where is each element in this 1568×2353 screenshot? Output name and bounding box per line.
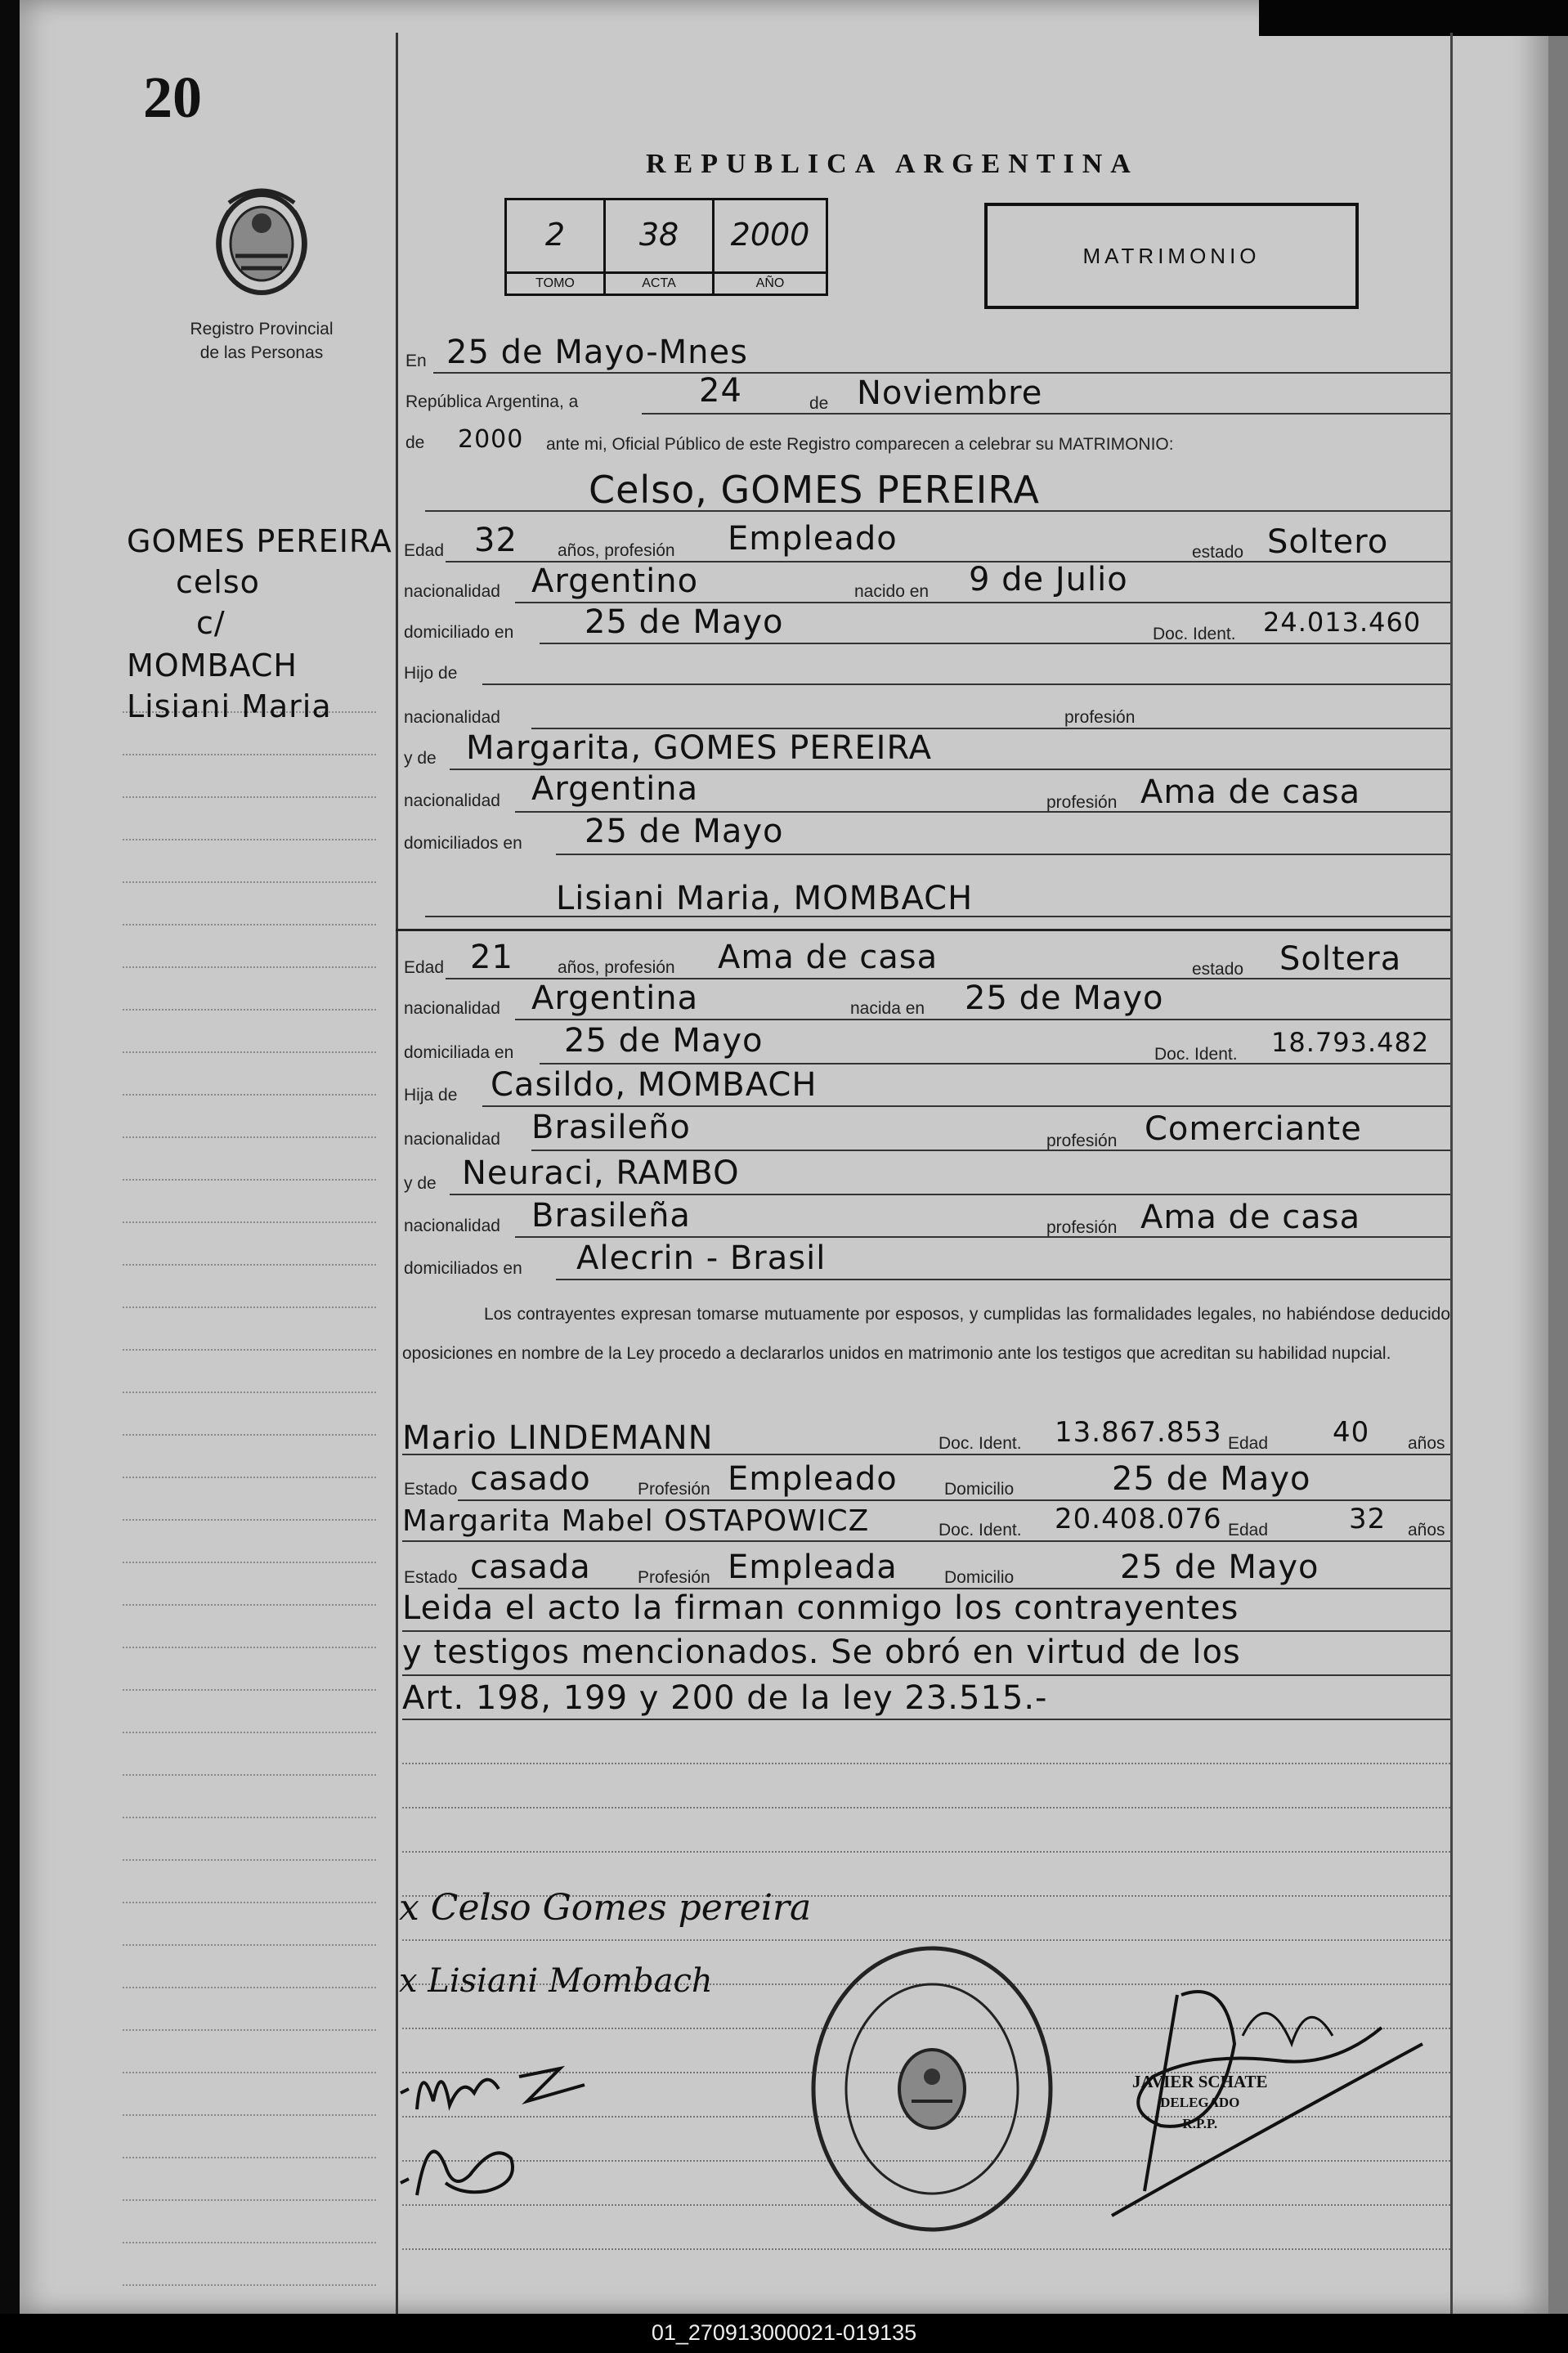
margin-dotted-line	[123, 2199, 376, 2201]
bride-mother: Neuraci, RAMBO	[462, 1154, 740, 1192]
label-estado: Estado	[404, 1568, 458, 1587]
margin-dotted-line	[123, 1221, 376, 1223]
margin-dotted-line	[123, 839, 376, 840]
label-profesion: Profesión	[638, 1568, 710, 1587]
label-domicilio: Domicilio	[944, 1480, 1015, 1499]
label-nacido: nacido en	[854, 582, 930, 601]
label-edad: Edad	[404, 958, 445, 977]
ruled-line	[402, 1807, 1450, 1808]
closing-line-2: y testigos mencionados. Se obró en virtud de los	[402, 1634, 1241, 1671]
margin-note-bride-name: Lisiani Maria	[127, 688, 332, 724]
label-de: de	[405, 433, 425, 452]
margin-dotted-line	[123, 1774, 376, 1776]
label-nacida: nacida en	[850, 999, 925, 1018]
line	[425, 510, 1450, 512]
record-type-box: MATRIMONIO	[984, 203, 1359, 309]
line	[402, 1454, 1450, 1455]
margin-dotted-line	[123, 1689, 376, 1691]
margin-dotted-line	[123, 1604, 376, 1606]
label-anos: años	[1408, 1521, 1445, 1540]
bride-mother-profession: Ama de casa	[1140, 1199, 1361, 1236]
value-day: 24	[699, 372, 742, 410]
bride-father-nationality: Brasileño	[531, 1109, 691, 1146]
acta-cell: 38 ACTA	[606, 200, 715, 294]
closing-line-1: Leida el acto la firman conmigo los contrayentes	[402, 1589, 1239, 1627]
witness2-signature	[396, 2118, 560, 2207]
margin-dotted-line	[123, 924, 376, 926]
label-doc: Doc. Ident.	[1154, 1045, 1238, 1064]
label-hija: Hija de	[404, 1086, 458, 1105]
witness1-doc: 13.867.853	[1055, 1416, 1222, 1449]
label-edad: Edad	[1228, 1434, 1269, 1453]
groom-age: 32	[474, 522, 517, 559]
label-nacionalidad: nacionalidad	[404, 708, 500, 727]
groom-birthplace: 9 de Julio	[969, 561, 1128, 598]
witness2-profession: Empleada	[728, 1548, 898, 1586]
ano-cell: 2000 AÑO	[715, 200, 826, 294]
bride-parents-domicile: Alecrin - Brasil	[576, 1239, 827, 1277]
line	[482, 683, 1450, 685]
margin-divider	[396, 33, 398, 2314]
margin-dotted-line	[123, 2029, 376, 2031]
closing-line-3: Art. 198, 199 y 200 de la ley 23.515.-	[402, 1679, 1048, 1717]
line	[515, 1236, 1450, 1238]
label-profesion: Profesión	[638, 1480, 710, 1499]
margin-dotted-line	[123, 1434, 376, 1436]
label-domiciliados: domiciliados en	[404, 1259, 522, 1278]
label-profesion: profesión	[1046, 793, 1118, 812]
bride-signature: x Lisiani Mombach	[399, 1962, 713, 2000]
groom-name: Celso, GOMES PEREIRA	[589, 468, 1040, 512]
label-edad: Edad	[404, 541, 445, 560]
line	[402, 1719, 1450, 1720]
witness1-age: 40	[1333, 1416, 1370, 1449]
page-corner-shadow	[1259, 0, 1568, 36]
label-nacionalidad: nacionalidad	[404, 999, 500, 1018]
bride-age: 21	[470, 939, 513, 976]
label-profesion: años, profesión	[558, 541, 675, 560]
witness1-name: Mario LINDEMANN	[402, 1419, 714, 1457]
line	[450, 1194, 1450, 1195]
witness1-status: casado	[470, 1460, 591, 1498]
line	[540, 643, 1450, 644]
margin-note-name: celso	[176, 564, 260, 600]
margin-dotted-line	[123, 1647, 376, 1648]
margin-dotted-line	[123, 1859, 376, 1861]
label-profesion: profesión	[1064, 708, 1136, 727]
label-domiciliada: domiciliada en	[404, 1043, 514, 1062]
declaration-text: Los contrayentes expresan tomarse mutuamente por esposos, y cumplidas las formalidades legales, no habiéndose deducido oposiciones en nombre de la Ley procedo a declararlos unidos en matrimonio ante los testigos que acreditan su habilidad nupcial.	[402, 1305, 1450, 1363]
line	[433, 372, 1450, 374]
footer-bar	[0, 2314, 1568, 2353]
witness2-name: Margarita Mabel OSTAPOWICZ	[402, 1504, 870, 1538]
margin-dotted-line	[123, 1349, 376, 1351]
margin-dotted-line	[123, 2114, 376, 2116]
label-anos: años	[1408, 1434, 1445, 1453]
groom-mother: Margarita, GOMES PEREIRA	[466, 729, 933, 767]
line	[556, 1279, 1450, 1280]
witness1-domicile: 25 de Mayo	[1112, 1460, 1311, 1498]
label-doc: Doc. Ident.	[939, 1521, 1022, 1540]
margin-dotted-line	[123, 1817, 376, 1818]
label-doc: Doc. Ident.	[939, 1434, 1022, 1453]
line	[482, 1105, 1450, 1107]
bride-status: Soltera	[1279, 940, 1402, 978]
margin-dotted-line	[123, 1987, 376, 1988]
label-republica: República Argentina, a	[405, 392, 579, 411]
line	[556, 854, 1450, 855]
tomo-acta-ano-box	[504, 198, 828, 296]
groom-mother-nationality: Argentina	[531, 770, 699, 808]
margin-dotted-line	[123, 1562, 376, 1563]
label-y-de: y de	[404, 1174, 437, 1193]
value-year: 2000	[458, 425, 524, 454]
margin-dotted-line	[123, 1094, 376, 1096]
margin-dotted-line	[123, 2072, 376, 2073]
groom-parents-domicile: 25 de Mayo	[585, 813, 784, 850]
margin-dotted-line	[123, 2157, 376, 2158]
margin-note-bride-surname: MOMBACH	[127, 648, 298, 683]
margin-dotted-line	[123, 1732, 376, 1733]
bride-father-profession: Comerciante	[1145, 1110, 1362, 1148]
label-nacionalidad: nacionalidad	[404, 1130, 500, 1149]
coat-of-arms-icon	[204, 178, 319, 301]
document-id: 01_270913000021-019135	[651, 2320, 917, 2345]
groom-domicile: 25 de Mayo	[585, 603, 784, 641]
margin-dotted-line	[123, 1264, 376, 1266]
label-estado: estado	[1192, 960, 1244, 979]
bride-father: Casildo, MOMBACH	[491, 1066, 818, 1104]
margin-dotted-line	[123, 1902, 376, 1903]
label-en: En	[405, 352, 427, 370]
label-nacionalidad: nacionalidad	[404, 582, 500, 601]
label-domiciliados: domiciliados en	[404, 834, 522, 853]
margin-dotted-line	[123, 1136, 376, 1138]
margin-dotted-line	[123, 1944, 376, 1946]
margin-dotted-line	[123, 1051, 376, 1053]
ruled-line	[402, 1851, 1450, 1853]
tomo-cell: 2 TOMO	[507, 200, 606, 294]
line	[540, 1063, 1450, 1064]
groom-mother-profession: Ama de casa	[1140, 773, 1361, 811]
line	[642, 413, 1450, 415]
witness2-doc: 20.408.076	[1055, 1503, 1222, 1535]
bride-domicile: 25 de Mayo	[564, 1022, 764, 1060]
label-profesion: años, profesión	[558, 958, 675, 977]
margin-dotted-line	[123, 1519, 376, 1521]
groom-nationality: Argentino	[531, 562, 699, 600]
label-profesion: profesión	[1046, 1132, 1118, 1150]
section-divider	[396, 929, 1450, 931]
line	[402, 1630, 1450, 1632]
margin-dotted-line	[123, 2242, 376, 2243]
bride-mother-nationality: Brasileña	[531, 1197, 691, 1235]
registry-seal-icon	[805, 1942, 1059, 2236]
label-estado: Estado	[404, 1480, 458, 1499]
line	[515, 1019, 1450, 1020]
label-nacionalidad: nacionalidad	[404, 791, 500, 810]
label-domicilio: Domicilio	[944, 1568, 1015, 1587]
delegate-stamp: JAVIER SCHATE DELEGADO R.P.P.	[1132, 2072, 1268, 2131]
label-estado: estado	[1192, 543, 1244, 562]
label-doc: Doc. Ident.	[1153, 625, 1236, 643]
witness1-profession: Empleado	[728, 1460, 898, 1498]
margin-dotted-line	[123, 881, 376, 883]
witness2-status: casada	[470, 1548, 591, 1586]
label-edad: Edad	[1228, 1521, 1269, 1540]
value-month: Noviembre	[857, 374, 1043, 412]
groom-signature: x Celso Gomes pereira	[399, 1887, 812, 1929]
ruled-line	[402, 1939, 1450, 1941]
bride-doc: 18.793.482	[1271, 1027, 1430, 1058]
label-profesion: profesión	[1046, 1218, 1118, 1237]
ruled-line	[402, 2248, 1450, 2250]
margin-note-with: c/	[196, 605, 226, 641]
bride-name: Lisiani Maria, MOMBACH	[556, 880, 974, 917]
line	[425, 916, 1450, 917]
country-title: REPUBLICA ARGENTINA	[646, 149, 1139, 179]
registry-name: Registro Provincial de las Personas	[190, 320, 334, 362]
margin-dotted-line	[123, 1392, 376, 1393]
ruled-line	[402, 1763, 1450, 1764]
bride-birthplace: 25 de Mayo	[965, 979, 1164, 1017]
page-number: 20	[143, 65, 202, 130]
line	[458, 1499, 1450, 1501]
margin-dotted-line	[123, 754, 376, 755]
margin-dotted-line	[123, 1009, 376, 1011]
label-de: de	[809, 394, 829, 413]
line	[402, 1540, 1450, 1542]
margin-note-surname: GOMES PEREIRA	[127, 523, 392, 559]
witness1-signature	[396, 2044, 617, 2126]
line	[531, 1150, 1450, 1151]
label-domiciliado: domiciliado en	[404, 623, 514, 642]
line	[402, 1674, 1450, 1676]
witness2-domicile: 25 de Mayo	[1120, 1548, 1319, 1586]
groom-profession: Empleado	[728, 520, 898, 558]
oficial-text: ante mi, Oficial Público de este Registro comparecen a celebrar su MATRIMONIO:	[546, 435, 1174, 454]
page-edge	[1548, 0, 1568, 2314]
label-hijo: Hijo de	[404, 664, 458, 683]
label-y-de: y de	[404, 749, 437, 768]
margin-dotted-line	[123, 1179, 376, 1181]
groom-status: Soltero	[1267, 523, 1389, 561]
margin-dotted-line	[123, 2284, 376, 2286]
bride-profession: Ama de casa	[718, 939, 939, 976]
margin-dotted-line	[123, 1306, 376, 1308]
margin-dotted-line	[123, 796, 376, 798]
groom-doc: 24.013.460	[1263, 607, 1422, 638]
value-place: 25 de Mayo-Mnes	[446, 334, 748, 371]
margin-dotted-line	[123, 1477, 376, 1478]
bride-nationality: Argentina	[531, 979, 699, 1017]
margin-dotted-line	[123, 966, 376, 968]
witness2-age: 32	[1349, 1503, 1387, 1535]
label-nacionalidad: nacionalidad	[404, 1217, 500, 1235]
